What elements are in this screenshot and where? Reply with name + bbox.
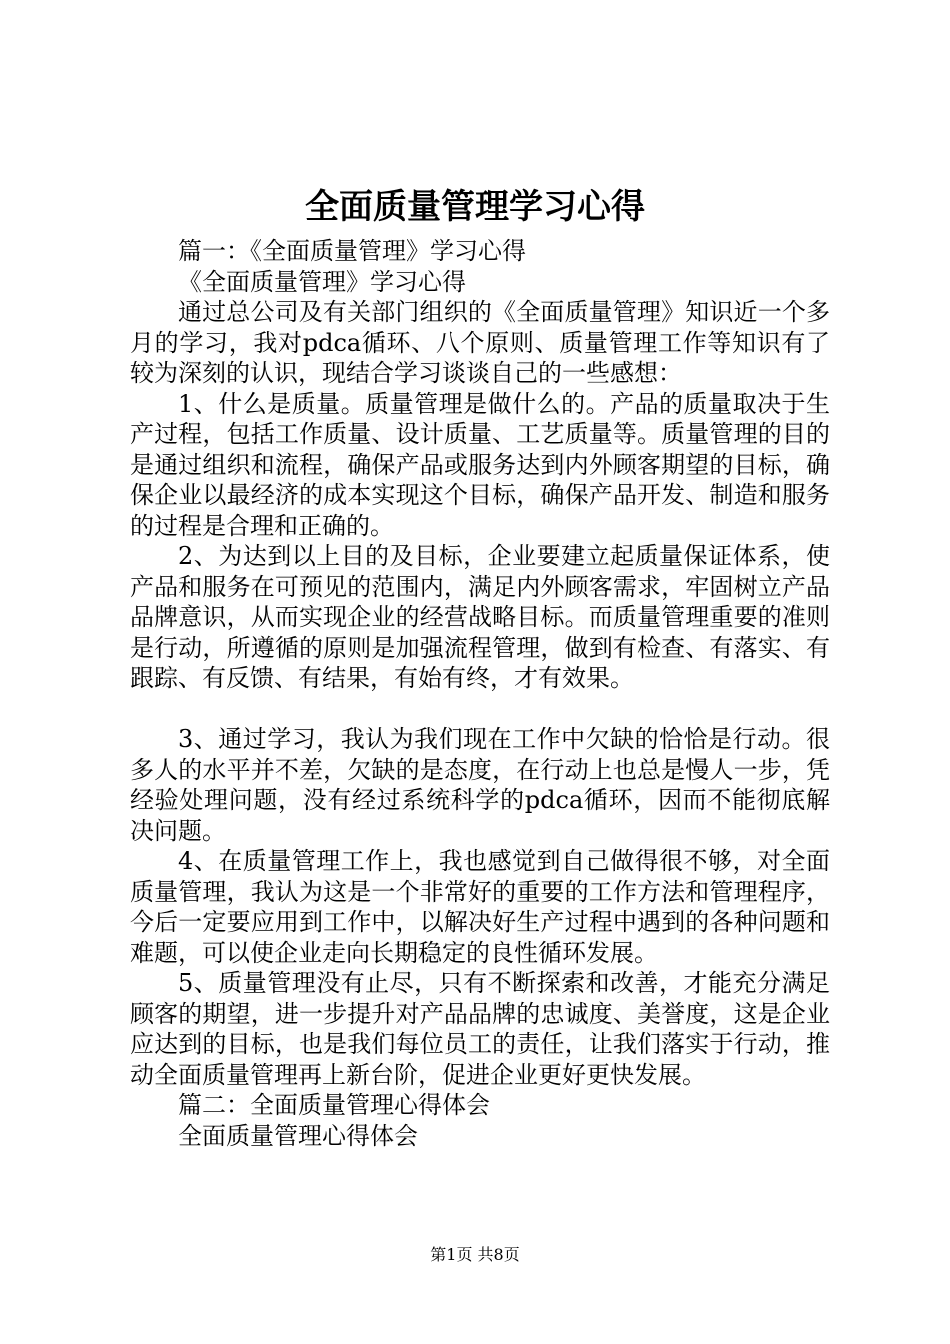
- paragraph-point-2: 2、为达到以上目的及目标，企业要建立起质量保证体系，使产品和服务在可预见的范围内，满足内外顾客需求，牢固树立产品品牌意识，从而实现企业的经营战略目标。而质量管理重要的准则是行动，所遵循的原则是加强流程管理，做到有检查、有落实、有跟踪、有反馈、有结果，有始有终，才有效果。: [130, 542, 830, 692]
- page-footer: 第1页 共8页: [430, 1245, 520, 1264]
- paragraph-point-3: 3、通过学习，我认为我们现在工作中欠缺的恰恰是行动。很多人的水平并不差，欠缺的是态度，在行动上也总是慢人一步，凭经验处理问题，没有经过系统科学的pdca循环，因而不能彻底解决问题。: [130, 725, 830, 845]
- paragraph-intro: 通过总公司及有关部门组织的《全面质量管理》知识近一个多月的学习，我对pdca循环、八个原则、质量管理工作等知识有了较为深刻的认识，现结合学习谈谈自己的一些感想：: [130, 298, 830, 387]
- paragraph-point-5: 5、质量管理没有止尽，只有不断探索和改善，才能充分满足顾客的期望，进一步提升对产品品牌的忠诚度、美誉度，这是企业应达到的目标，也是我们每位员工的责任，让我们落实于行动，推动全面质量管理再上新台阶，促进企业更好更快发展。: [130, 969, 830, 1089]
- section-heading-2: 篇二：全面质量管理心得体会: [178, 1091, 490, 1119]
- section-subheading-2: 全面质量管理心得体会: [178, 1121, 418, 1150]
- document-body: [130, 236, 830, 1151]
- paragraph-point-1: 1、什么是质量。质量管理是做什么的。产品的质量取决于生产过程，包括工作质量、设计质量、工艺质量等。质量管理的目的是通过组织和流程，确保产品或服务达到内外顾客期望的目标，确保企业以最经济的成本实现这个目标，确保产品开发、制造和服务的过程是合理和正确的。: [130, 389, 830, 540]
- paragraph-point-4: 4、在质量管理工作上，我也感觉到自己做得很不够，对全面质量管理，我认为这是一个非常好的重要的工作方法和管理程序，今后一定要应用到工作中，以解决好生产过程中遇到的各种问题和难题，可以使企业走向长期稳定的良性循环发展。: [130, 847, 830, 967]
- section-subheading-1: 《全面质量管理》学习心得: [178, 267, 466, 296]
- paragraph-spacer: [130, 694, 830, 725]
- document-title: 全面质量管理学习心得: [305, 187, 645, 227]
- section-heading-1: 篇一：《全面质量管理》学习心得: [178, 237, 526, 265]
